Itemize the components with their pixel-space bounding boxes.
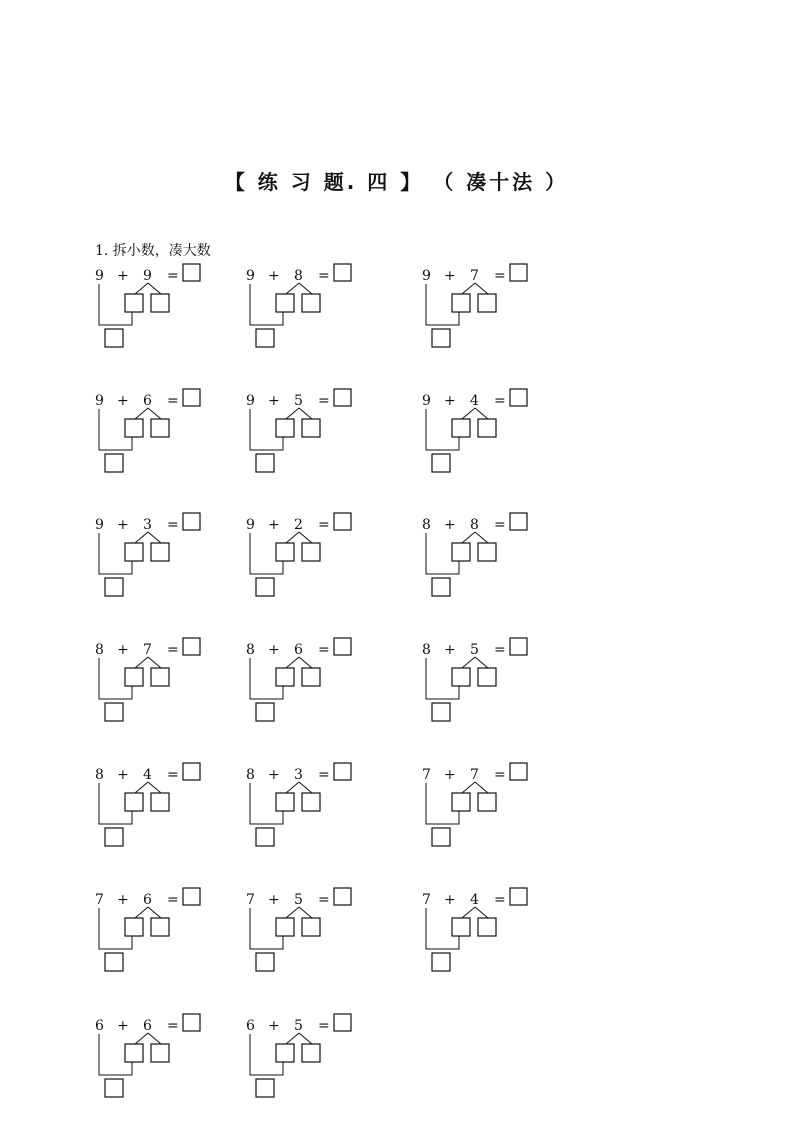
make-ten-connector <box>99 284 132 325</box>
split-part-box-1[interactable] <box>452 668 470 686</box>
second-addend: 6 <box>143 393 152 409</box>
number-bond-diagram <box>422 642 552 732</box>
number-bond-diagram <box>246 892 376 982</box>
bond-right-branch <box>475 532 488 543</box>
second-addend: 4 <box>470 393 479 409</box>
split-part-box-2[interactable] <box>302 1044 320 1062</box>
plus-sign: + <box>268 268 280 284</box>
split-part-box-1[interactable] <box>276 543 294 561</box>
second-addend: 8 <box>470 517 479 533</box>
split-part-box-2[interactable] <box>478 668 496 686</box>
bond-left-branch <box>462 408 475 419</box>
number-bond-problem <box>246 393 396 483</box>
bond-left-branch <box>286 283 299 294</box>
ten-sum-box[interactable] <box>432 329 450 347</box>
second-addend: 6 <box>143 892 152 908</box>
make-ten-connector <box>250 1034 283 1075</box>
first-addend: 9 <box>95 268 104 284</box>
plus-sign: + <box>117 642 129 658</box>
ten-sum-box[interactable] <box>256 828 274 846</box>
bond-left-branch <box>135 1033 148 1044</box>
number-bond-diagram <box>422 517 552 607</box>
bond-left-branch <box>462 907 475 918</box>
bond-left-branch <box>135 782 148 793</box>
ten-sum-box[interactable] <box>256 329 274 347</box>
plus-sign: + <box>268 767 280 783</box>
split-part-box-1[interactable] <box>125 419 143 437</box>
equals-sign: = <box>167 1018 179 1034</box>
answer-box[interactable] <box>183 638 200 655</box>
make-ten-connector <box>99 409 132 450</box>
bond-left-branch <box>286 782 299 793</box>
ten-sum-box[interactable] <box>105 329 123 347</box>
split-part-box-2[interactable] <box>302 793 320 811</box>
split-part-box-2[interactable] <box>478 543 496 561</box>
plus-sign: + <box>117 517 129 533</box>
first-addend: 9 <box>246 517 255 533</box>
make-ten-connector <box>250 658 283 699</box>
bond-right-branch <box>148 782 161 793</box>
bond-right-branch <box>299 657 312 668</box>
second-addend: 9 <box>143 268 152 284</box>
number-bond-diagram <box>422 767 552 857</box>
answer-box[interactable] <box>510 513 527 530</box>
plus-sign: + <box>444 767 456 783</box>
plus-sign: + <box>444 517 456 533</box>
bond-right-branch <box>148 1033 161 1044</box>
bond-left-branch <box>286 1033 299 1044</box>
second-addend: 7 <box>143 642 152 658</box>
first-addend: 7 <box>422 892 431 908</box>
second-addend: 5 <box>470 642 479 658</box>
split-part-box-1[interactable] <box>125 1044 143 1062</box>
first-addend: 8 <box>95 767 104 783</box>
number-bond-diagram <box>246 517 376 607</box>
bond-right-branch <box>148 657 161 668</box>
number-bond-diagram <box>422 268 552 358</box>
plus-sign: + <box>117 1018 129 1034</box>
second-addend: 2 <box>294 517 303 533</box>
bond-left-branch <box>462 532 475 543</box>
second-addend: 4 <box>470 892 479 908</box>
ten-sum-box[interactable] <box>432 578 450 596</box>
bond-left-branch <box>462 283 475 294</box>
split-part-box-1[interactable] <box>276 668 294 686</box>
number-bond-diagram <box>95 393 225 483</box>
split-part-box-2[interactable] <box>302 294 320 312</box>
answer-box[interactable] <box>334 638 351 655</box>
first-addend: 6 <box>95 1018 104 1034</box>
ten-sum-box[interactable] <box>432 703 450 721</box>
ten-sum-box[interactable] <box>105 454 123 472</box>
number-bond-diagram <box>95 1018 225 1108</box>
bond-left-branch <box>135 907 148 918</box>
ten-sum-box[interactable] <box>105 1079 123 1097</box>
answer-box[interactable] <box>510 763 527 780</box>
answer-box[interactable] <box>334 264 351 281</box>
make-ten-connector <box>426 409 459 450</box>
bond-left-branch <box>462 657 475 668</box>
make-ten-connector <box>250 783 283 824</box>
number-bond-diagram <box>95 517 225 607</box>
number-bond-problem <box>246 642 396 732</box>
first-addend: 7 <box>246 892 255 908</box>
number-bond-diagram <box>95 892 225 982</box>
number-bond-diagram <box>95 642 225 732</box>
first-addend: 9 <box>95 517 104 533</box>
number-bond-problem <box>422 767 572 857</box>
answer-box[interactable] <box>183 763 200 780</box>
second-addend: 5 <box>294 1018 303 1034</box>
second-addend: 4 <box>143 767 152 783</box>
number-bond-problem <box>422 393 572 483</box>
bond-right-branch <box>299 283 312 294</box>
bond-left-branch <box>135 657 148 668</box>
plus-sign: + <box>444 268 456 284</box>
answer-box[interactable] <box>510 638 527 655</box>
equals-sign: = <box>167 517 179 533</box>
split-part-box-2[interactable] <box>151 793 169 811</box>
plus-sign: + <box>268 642 280 658</box>
equals-sign: = <box>494 642 506 658</box>
first-addend: 7 <box>95 892 104 908</box>
plus-sign: + <box>268 1018 280 1034</box>
split-part-box-2[interactable] <box>302 419 320 437</box>
bond-right-branch <box>148 907 161 918</box>
second-addend: 5 <box>294 393 303 409</box>
equals-sign: = <box>494 892 506 908</box>
split-part-box-1[interactable] <box>276 419 294 437</box>
first-addend: 9 <box>246 268 255 284</box>
number-bond-diagram <box>246 268 376 358</box>
split-part-box-1[interactable] <box>452 294 470 312</box>
number-bond-problem <box>422 517 572 607</box>
bond-right-branch <box>299 532 312 543</box>
answer-box[interactable] <box>183 1014 200 1031</box>
split-part-box-1[interactable] <box>276 1044 294 1062</box>
second-addend: 6 <box>143 1018 152 1034</box>
split-part-box-2[interactable] <box>302 668 320 686</box>
plus-sign: + <box>444 393 456 409</box>
plus-sign: + <box>444 642 456 658</box>
number-bond-problem <box>95 268 245 358</box>
first-addend: 8 <box>422 642 431 658</box>
number-bond-problem <box>95 642 245 732</box>
equals-sign: = <box>494 517 506 533</box>
bond-right-branch <box>475 408 488 419</box>
first-addend: 9 <box>95 393 104 409</box>
worksheet-title: 【 练 习 题. 四 】 （ 凑十法 ） <box>224 170 569 194</box>
plus-sign: + <box>268 892 280 908</box>
split-part-box-2[interactable] <box>478 793 496 811</box>
answer-box[interactable] <box>510 888 527 905</box>
split-part-box-2[interactable] <box>478 419 496 437</box>
number-bond-diagram <box>246 393 376 483</box>
split-part-box-2[interactable] <box>151 918 169 936</box>
split-part-box-2[interactable] <box>478 918 496 936</box>
make-ten-connector <box>426 533 459 574</box>
answer-box[interactable] <box>334 389 351 406</box>
answer-box[interactable] <box>334 1014 351 1031</box>
number-bond-problem <box>95 1018 245 1108</box>
second-addend: 8 <box>294 268 303 284</box>
split-part-box-1[interactable] <box>452 793 470 811</box>
number-bond-problem <box>246 767 396 857</box>
bond-left-branch <box>135 532 148 543</box>
equals-sign: = <box>318 517 330 533</box>
answer-box[interactable] <box>510 389 527 406</box>
plus-sign: + <box>117 767 129 783</box>
bond-right-branch <box>148 283 161 294</box>
plus-sign: + <box>117 268 129 284</box>
number-bond-problem <box>95 517 245 607</box>
number-bond-diagram <box>246 642 376 732</box>
split-part-box-2[interactable] <box>151 668 169 686</box>
split-part-box-1[interactable] <box>125 294 143 312</box>
bond-right-branch <box>299 1033 312 1044</box>
ten-sum-box[interactable] <box>256 703 274 721</box>
equals-sign: = <box>318 268 330 284</box>
split-part-box-1[interactable] <box>276 294 294 312</box>
answer-box[interactable] <box>334 513 351 530</box>
number-bond-diagram <box>422 892 552 982</box>
plus-sign: + <box>117 393 129 409</box>
make-ten-connector <box>250 409 283 450</box>
number-bond-problem <box>422 892 572 982</box>
second-addend: 6 <box>294 642 303 658</box>
answer-box[interactable] <box>183 513 200 530</box>
split-part-box-1[interactable] <box>276 918 294 936</box>
split-part-box-2[interactable] <box>151 1044 169 1062</box>
number-bond-diagram <box>95 268 225 358</box>
first-addend: 6 <box>246 1018 255 1034</box>
equals-sign: = <box>318 767 330 783</box>
split-part-box-1[interactable] <box>452 543 470 561</box>
answer-box[interactable] <box>334 763 351 780</box>
bond-right-branch <box>475 782 488 793</box>
second-addend: 7 <box>470 767 479 783</box>
split-part-box-2[interactable] <box>478 294 496 312</box>
bond-left-branch <box>286 532 299 543</box>
number-bond-problem <box>95 892 245 982</box>
first-addend: 9 <box>246 393 255 409</box>
bond-right-branch <box>299 408 312 419</box>
number-bond-diagram <box>422 393 552 483</box>
second-addend: 7 <box>470 268 479 284</box>
split-part-box-1[interactable] <box>276 793 294 811</box>
answer-box[interactable] <box>183 264 200 281</box>
answer-box[interactable] <box>510 264 527 281</box>
plus-sign: + <box>117 892 129 908</box>
first-addend: 8 <box>95 642 104 658</box>
second-addend: 3 <box>143 517 152 533</box>
first-addend: 9 <box>422 393 431 409</box>
split-part-box-2[interactable] <box>151 419 169 437</box>
ten-sum-box[interactable] <box>256 1079 274 1097</box>
answer-box[interactable] <box>334 888 351 905</box>
ten-sum-box[interactable] <box>256 454 274 472</box>
ten-sum-box[interactable] <box>256 578 274 596</box>
bond-left-branch <box>286 408 299 419</box>
equals-sign: = <box>318 1018 330 1034</box>
number-bond-problem <box>422 268 572 358</box>
split-part-box-1[interactable] <box>452 419 470 437</box>
plus-sign: + <box>268 517 280 533</box>
make-ten-connector <box>426 783 459 824</box>
bond-left-branch <box>286 657 299 668</box>
split-part-box-2[interactable] <box>302 918 320 936</box>
equals-sign: = <box>318 892 330 908</box>
first-addend: 8 <box>246 642 255 658</box>
ten-sum-box[interactable] <box>105 703 123 721</box>
bond-right-branch <box>299 907 312 918</box>
plus-sign: + <box>444 892 456 908</box>
make-ten-connector <box>250 908 283 949</box>
first-addend: 9 <box>422 268 431 284</box>
bond-left-branch <box>462 782 475 793</box>
make-ten-connector <box>250 533 283 574</box>
number-bond-problem <box>246 1018 396 1108</box>
equals-sign: = <box>167 892 179 908</box>
section-label: 1. 拆小数，凑大数 <box>95 243 211 259</box>
equals-sign: = <box>494 393 506 409</box>
bond-right-branch <box>475 657 488 668</box>
number-bond-diagram <box>246 767 376 857</box>
ten-sum-box[interactable] <box>432 828 450 846</box>
number-bond-diagram <box>95 767 225 857</box>
split-part-box-1[interactable] <box>125 793 143 811</box>
make-ten-connector <box>99 783 132 824</box>
split-part-box-2[interactable] <box>151 294 169 312</box>
equals-sign: = <box>167 642 179 658</box>
ten-sum-box[interactable] <box>432 953 450 971</box>
make-ten-connector <box>99 908 132 949</box>
number-bond-problem <box>246 892 396 982</box>
make-ten-connector <box>99 533 132 574</box>
equals-sign: = <box>494 767 506 783</box>
equals-sign: = <box>167 767 179 783</box>
second-addend: 5 <box>294 892 303 908</box>
make-ten-connector <box>426 658 459 699</box>
make-ten-connector <box>426 908 459 949</box>
answer-box[interactable] <box>183 888 200 905</box>
split-part-box-1[interactable] <box>125 543 143 561</box>
bond-left-branch <box>286 907 299 918</box>
ten-sum-box[interactable] <box>105 578 123 596</box>
equals-sign: = <box>494 268 506 284</box>
ten-sum-box[interactable] <box>256 953 274 971</box>
equals-sign: = <box>167 268 179 284</box>
ten-sum-box[interactable] <box>432 454 450 472</box>
number-bond-problem <box>246 268 396 358</box>
number-bond-problem <box>95 767 245 857</box>
split-part-box-2[interactable] <box>302 543 320 561</box>
bond-left-branch <box>135 408 148 419</box>
equals-sign: = <box>318 393 330 409</box>
make-ten-connector <box>250 284 283 325</box>
bond-right-branch <box>475 907 488 918</box>
first-addend: 8 <box>246 767 255 783</box>
first-addend: 8 <box>422 517 431 533</box>
split-part-box-1[interactable] <box>125 918 143 936</box>
make-ten-connector <box>99 1034 132 1075</box>
plus-sign: + <box>268 393 280 409</box>
number-bond-problem <box>95 393 245 483</box>
answer-box[interactable] <box>183 389 200 406</box>
number-bond-problem <box>246 517 396 607</box>
make-ten-connector <box>426 284 459 325</box>
split-part-box-2[interactable] <box>151 543 169 561</box>
split-part-box-1[interactable] <box>125 668 143 686</box>
bond-right-branch <box>148 532 161 543</box>
ten-sum-box[interactable] <box>105 953 123 971</box>
bond-left-branch <box>135 283 148 294</box>
equals-sign: = <box>167 393 179 409</box>
equals-sign: = <box>318 642 330 658</box>
split-part-box-1[interactable] <box>452 918 470 936</box>
first-addend: 7 <box>422 767 431 783</box>
make-ten-connector <box>99 658 132 699</box>
bond-right-branch <box>475 283 488 294</box>
bond-right-branch <box>148 408 161 419</box>
bond-right-branch <box>299 782 312 793</box>
second-addend: 3 <box>294 767 303 783</box>
number-bond-diagram <box>246 1018 376 1108</box>
number-bond-problem <box>422 642 572 732</box>
ten-sum-box[interactable] <box>105 828 123 846</box>
